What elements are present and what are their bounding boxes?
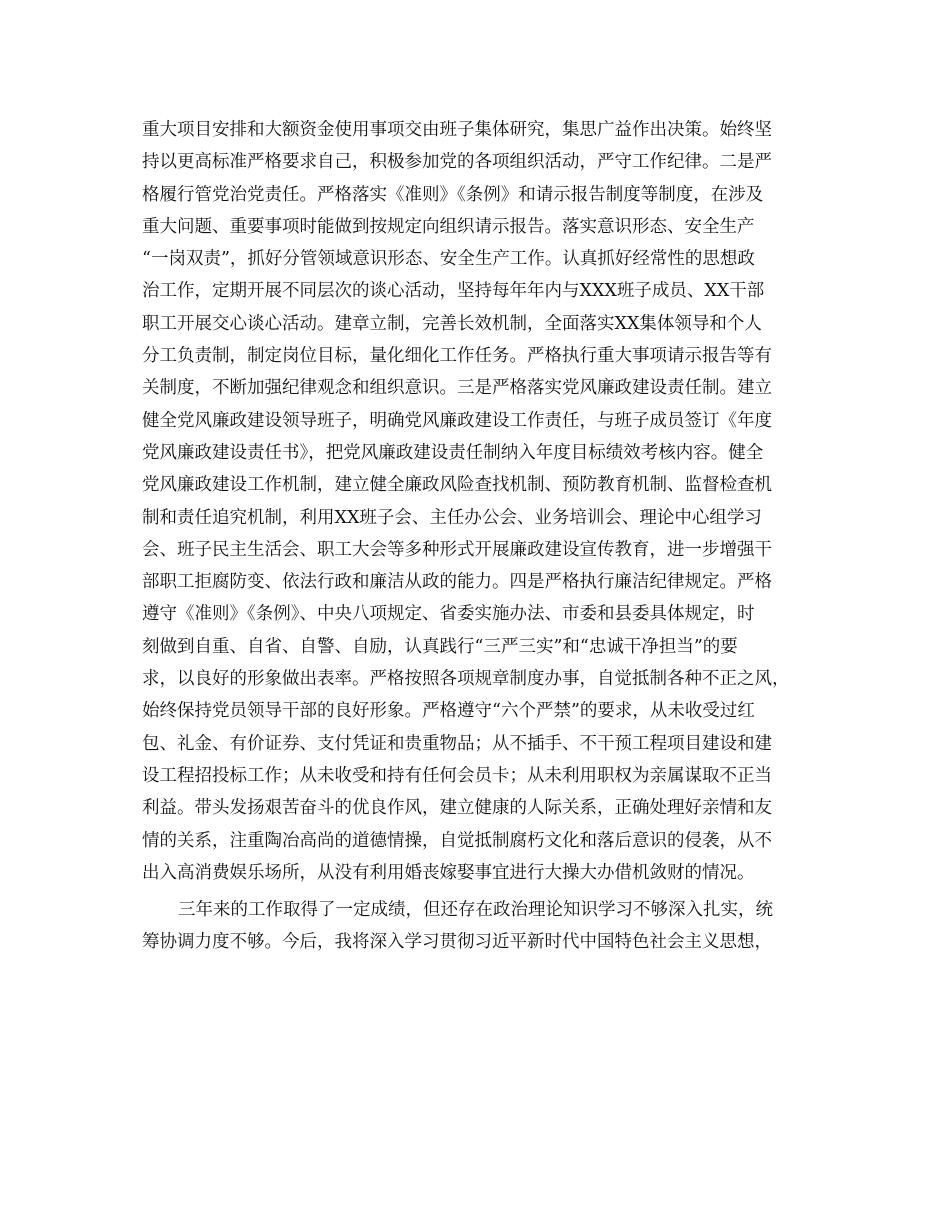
body-text: [142, 114, 822, 959]
text-line: 重大项目安排和大额资金使用事项交由班子集体研究，集思广益作出决策。始终坚: [142, 120, 772, 140]
text-line: 筹协调力度不够。今后，我将深入学习贯彻习近平新时代中国特色社会主义思想，: [142, 932, 772, 953]
text-line: 利益。带头发扬艰苦奋斗的优良作风，建立健康的人际关系，正确处理好亲情和友: [142, 798, 772, 819]
text-line: 分工负责制，制定岗位目标，量化细化工作任务。严格执行重大事项请示报告等有: [142, 346, 772, 367]
text-line: 始终保持党员领导干部的良好形象。严格遵守“六个严禁”的要求，从未收受过红: [142, 701, 755, 722]
paragraph-start-line: 三年来的工作取得了一定成绩，但还存在政治理论知识学习不够深入扎实，统: [178, 900, 773, 921]
text-line: 治工作，定期开展不同层次的谈心活动，坚持每年年内与XXX班子成员、XX干部: [142, 281, 765, 302]
text-line: 健全党风廉政建设领导班子，明确党风廉政建设工作责任，与班子成员签订《年度: [142, 410, 772, 431]
text-line: 职工开展交心谈心活动。建章立制，完善长效机制，全面落实XX集体领导和个人: [142, 313, 762, 334]
text-line: 持以更高标准严格要求自己，积极参加党的各项组织活动，严守工作纪律。二是严: [142, 152, 772, 173]
text-line: 情的关系，注重陶冶高尚的道德情操，自觉抵制腐朽文化和落后意识的侵袭，从不: [142, 830, 772, 851]
text-line: 制和责任追究机制，利用XX班子会、主任办公会、业务培训会、理论中心组学习: [142, 507, 762, 528]
text-line: 遵守《准则》《条例》、中央八项规定、省委实施办法、市委和县委具体规定，时: [142, 604, 755, 625]
text-line: 包、礼金、有价证券、支付凭证和贵重物品；从不插手、不干预工程项目建设和建: [142, 733, 772, 754]
text-line: 求，以良好的形象做出表率。严格按照各项规章制度办事，自觉抵制各种不正之风，: [142, 669, 790, 690]
text-line: 关制度，不断加强纪律观念和组织意识。三是严格落实党风廉政建设责任制。建立: [142, 378, 772, 399]
text-line: “一岗双责”，抓好分管领域意识形态、安全生产工作。认真抓好经常性的思想政: [142, 249, 755, 270]
text-line: 格履行管党治党责任。严格落实《准则》《条例》和请示报告制度等制度，在涉及: [142, 184, 764, 205]
text-line: 重大问题、重要事项时能做到按规定向组织请示报告。落实意识形态、安全生产: [142, 216, 755, 237]
text-line: 党风廉政建设工作机制，建立健全廉政风险查找机制、预防教育机制、监督检查机: [142, 475, 772, 496]
text-line: 会、班子民主生活会、职工大会等多种形式开展廉政建设宣传教育，进一步增强干: [142, 539, 772, 560]
text-line: 部职工拒腐防变、依法行政和廉洁从政的能力。四是严格执行廉洁纪律规定。严格: [142, 572, 772, 593]
text-line: 设工程招投标工作；从未收受和持有任何会员卡；从未利用职权为亲属谋取不正当: [142, 765, 772, 786]
text-line: 出入高消费娱乐场所，从没有利用婚丧嫁娶事宜进行大操大办借机敛财的情况。: [142, 862, 755, 883]
text-line: 刻做到自重、自省、自警、自励，认真践行“三严三实”和“忠诚干净担当”的要: [142, 636, 738, 657]
text-line: 党风廉政建设责任书》，把党风廉政建设责任制纳入年度目标绩效考核内容。健全: [142, 442, 764, 463]
